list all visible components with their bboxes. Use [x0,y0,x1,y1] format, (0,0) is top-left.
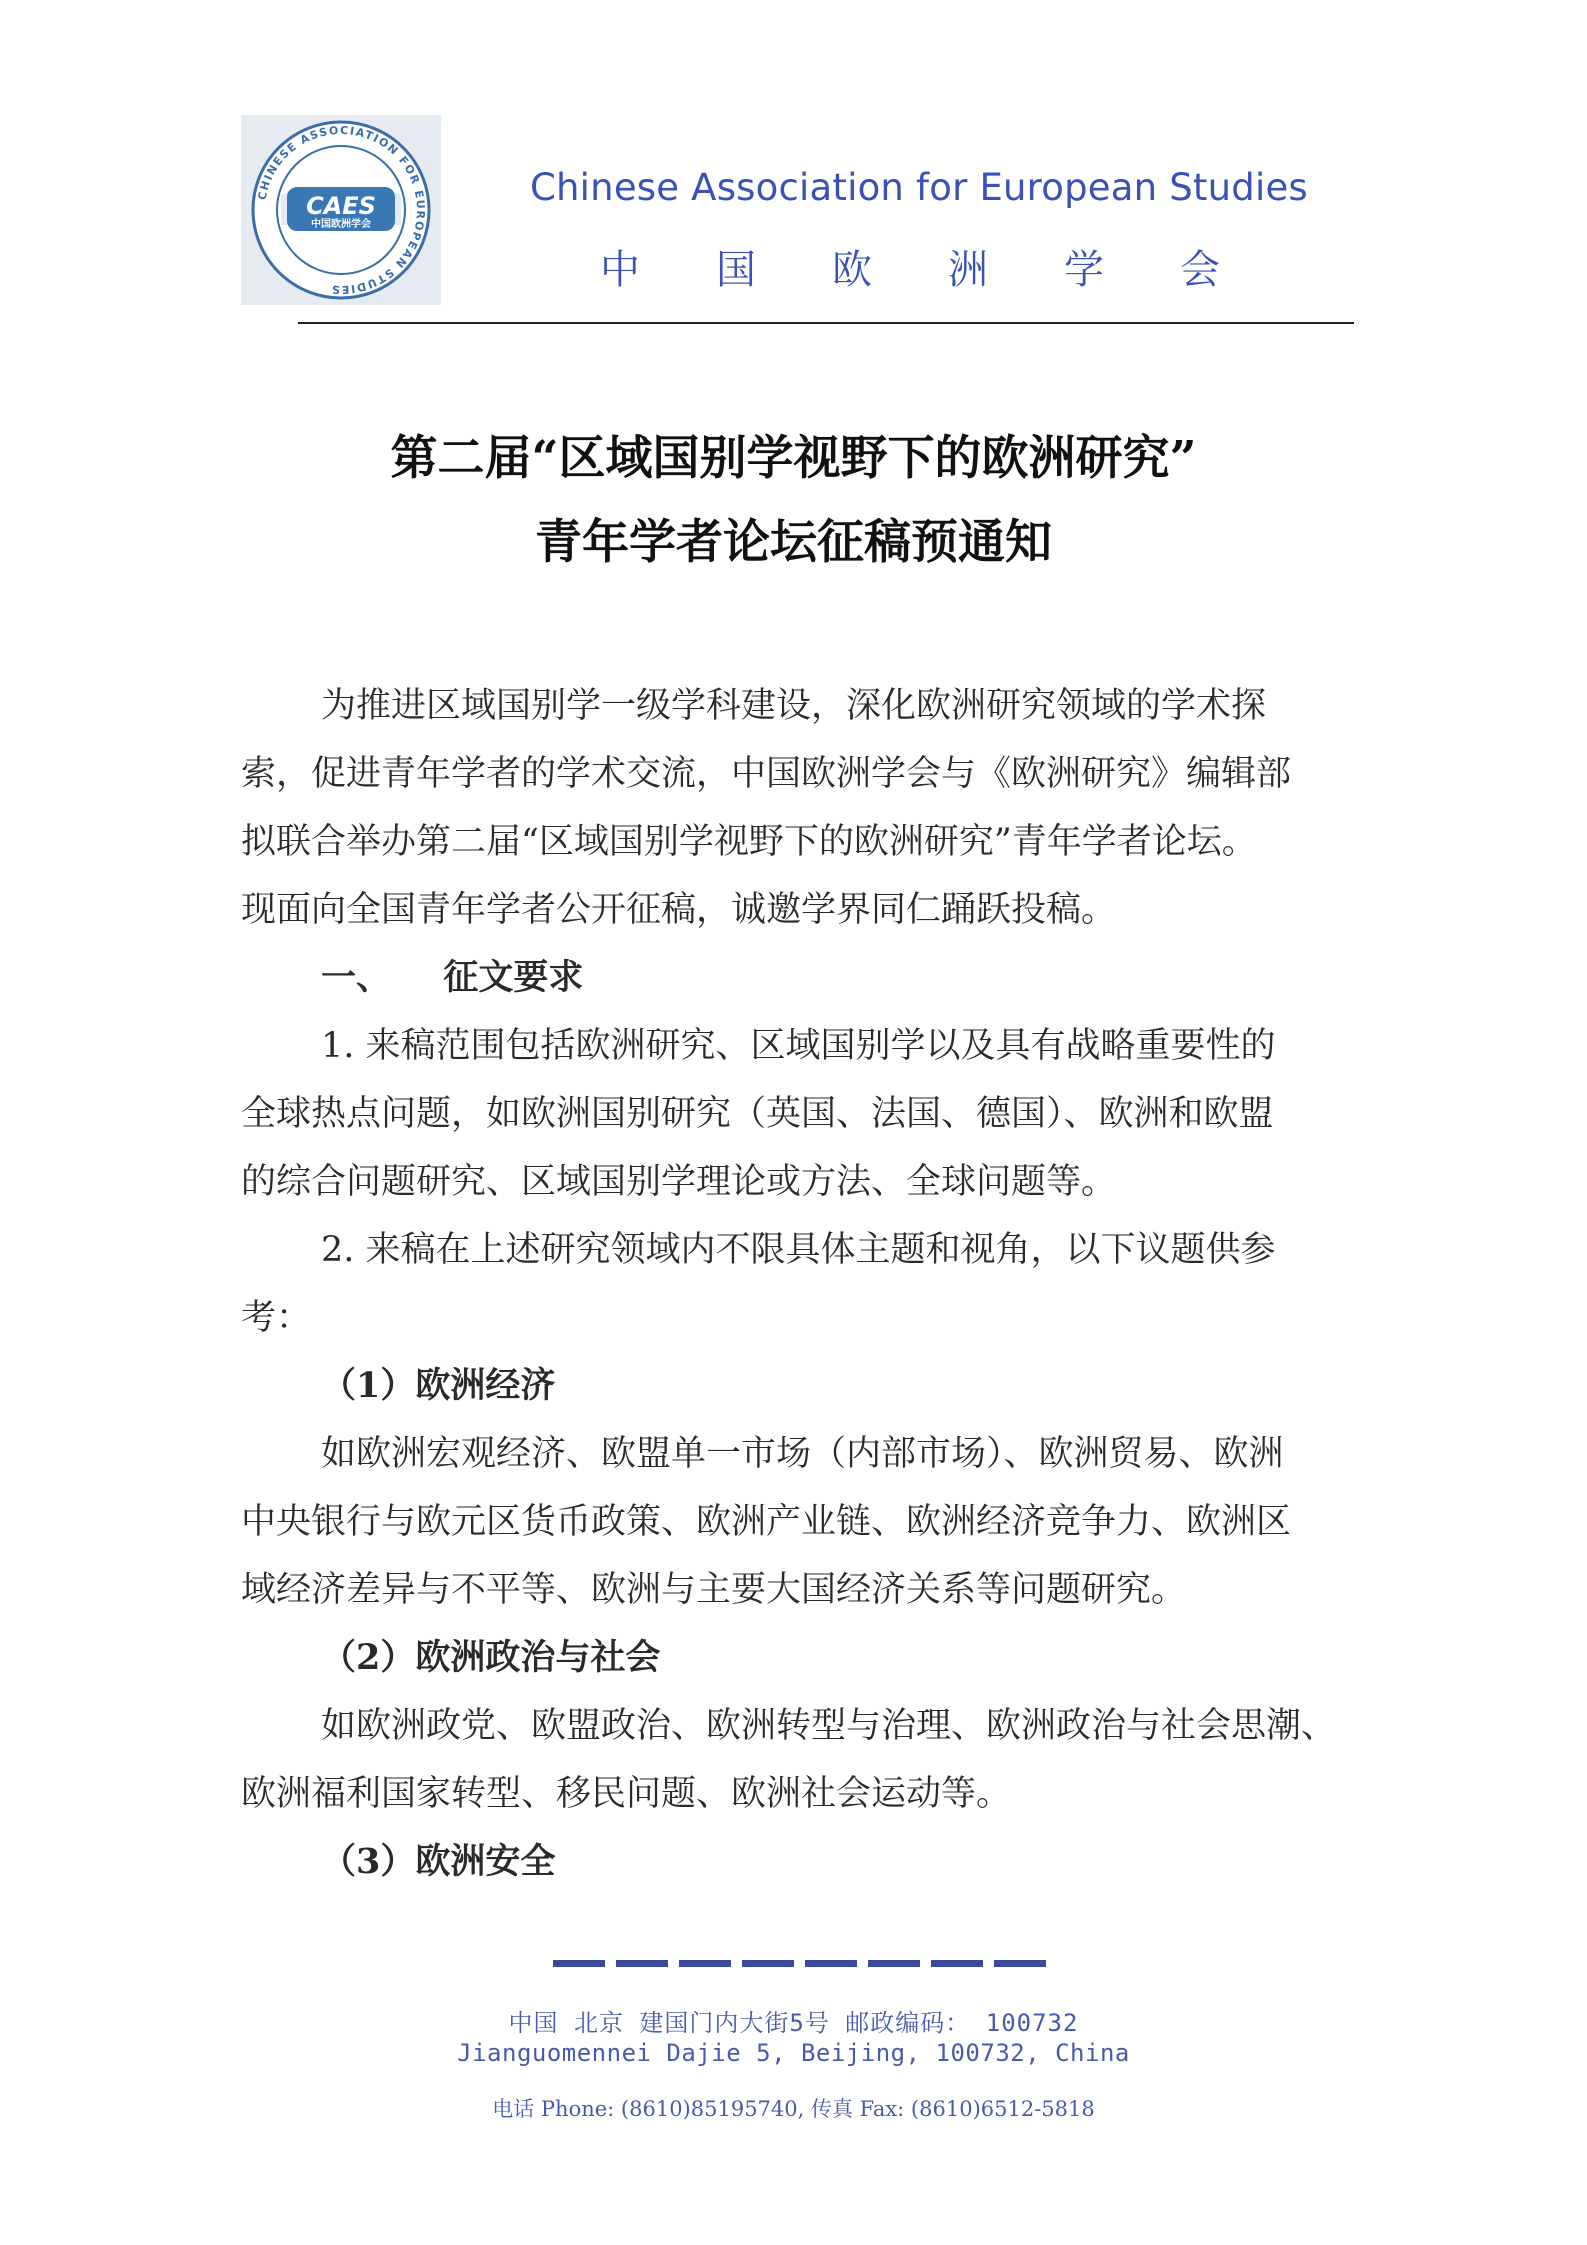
footer-contact: 电话 Phone: (8610)85195740, 传真 Fax: (8610)6512-5818 [492,2097,1095,2121]
item1-line: 1. 来稿范围包括欧洲研究、区域国别学以及具有战略重要性的 [321,1026,1276,1066]
document-body [241,672,1356,1896]
topic3-title: （3）欧洲安全 [321,1841,556,1882]
item1-line: 全球热点问题，如欧洲国别研究（英国、法国、德国）、欧洲和欧盟 [241,1094,1274,1134]
org-name-chinese [600,238,1220,295]
intro-line: 拟联合举办第二届“区域国别学视野下的欧洲研究”青年学者论坛。 [241,822,1257,862]
logo-cn-name: 中国欧洲学会 [311,219,371,230]
item1-line: 的综合问题研究、区域国别学理论或方法、全球问题等。 [241,1162,1117,1202]
logo-acronym: CAES [306,192,376,220]
topic2-line: 如欧洲政党、欧盟政治、欧洲转型与治理、欧洲政治与社会思潮、 [321,1706,1337,1746]
org-cn-char: 中 [600,247,640,293]
org-cn-char: 会 [1180,247,1220,293]
document-title-line2: 青年学者论坛征稿预通知 [535,515,1052,570]
topic1-line: 域经济差异与不平等、欧洲与主要大国经济关系等问题研究。 [241,1570,1187,1610]
org-cn-char: 洲 [948,247,988,293]
topic2-title: （2）欧洲政治与社会 [321,1637,661,1678]
org-cn-char: 学 [1064,247,1104,293]
topic1-line: 中央银行与欧元区货币政策、欧洲产业链、欧洲经济竞争力、欧洲区 [241,1502,1292,1542]
intro-line: 索，促进青年学者的学术交流，中国欧洲学会与《欧洲研究》编辑部 [241,754,1292,794]
section-number: 一、 [321,958,392,998]
document-title-line1: 第二届“区域国别学视野下的欧洲研究” [390,431,1197,486]
item2-line: 2. 来稿在上述研究领域内不限具体主题和视角，以下议题供参 [321,1230,1276,1270]
org-cn-char: 国 [716,247,756,293]
caes-logo [241,115,441,305]
org-name-english: Chinese Association for European Studies [530,166,1308,209]
section-heading [241,944,1356,1012]
section-title: 征文要求 [443,958,584,998]
topic2-line: 欧洲福利国家转型、移民问题、欧洲社会运动等。 [241,1774,1012,1814]
org-cn-char: 欧 [832,247,872,293]
logo-ring-text: CHINESE ASSOCIATION FOR EUROPEAN STUDIES [255,123,428,297]
item2-line: 考： [241,1298,312,1338]
footer-address-en: Jianguomennei Dajie 5, Beijing, 100732, China [457,2039,1130,2067]
topic1-line: 如欧洲宏观经济、欧盟单一市场（内部市场）、欧洲贸易、欧洲 [321,1434,1284,1474]
footer-dash-divider [553,1960,1046,1967]
topic1-title: （1）欧洲经济 [321,1365,556,1406]
footer-address-cn: 中国 北京 建国门内大街5号 邮政编码： 100732 [508,2009,1079,2037]
intro-line: 现面向全国青年学者公开征稿，诚邀学界同仁踊跃投稿。 [241,890,1117,930]
intro-line: 为推进区域国别学一级学科建设，深化欧洲研究领域的学术探 [321,686,1267,726]
header-divider [298,322,1354,324]
